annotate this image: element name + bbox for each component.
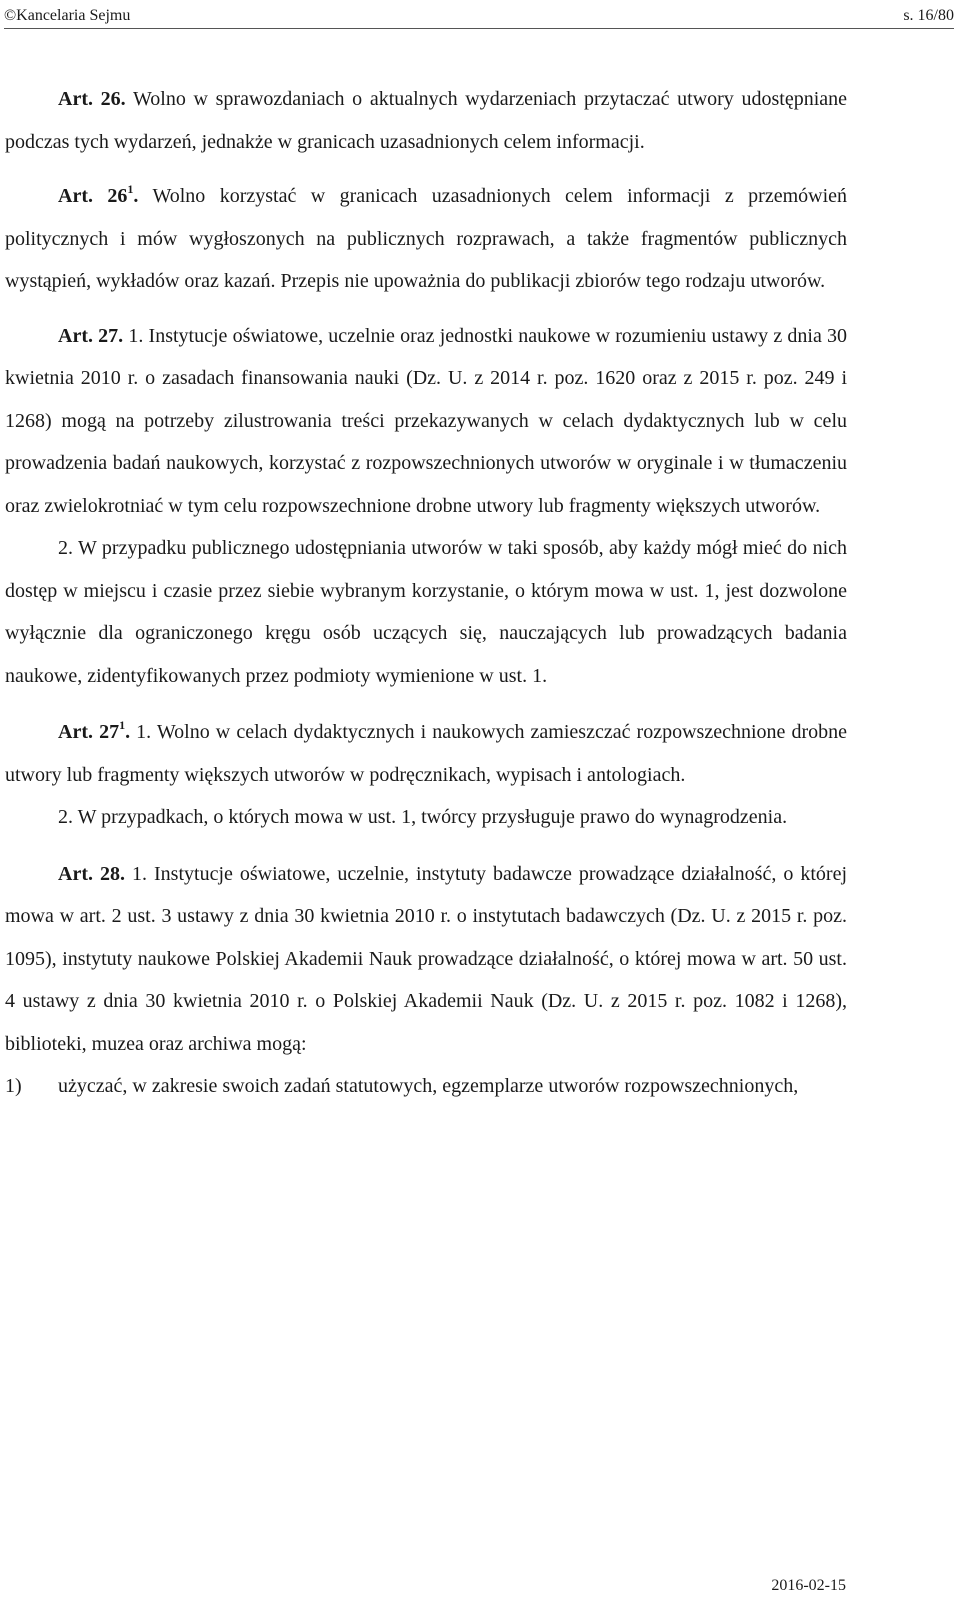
article-text: Wolno w sprawozdaniach o aktualnych wydarzeniach przytaczać utwory udostępniane podczas tych wydarzeń, jednakże w granicach uzasadnionych celem informacji. xyxy=(5,88,848,153)
article-27-ust-1 xyxy=(5,315,847,528)
article-label: Art. 28. xyxy=(58,862,125,885)
article-26 xyxy=(5,78,847,163)
copyright-label: ©Kancelaria Sejmu xyxy=(4,7,131,24)
page-header xyxy=(4,4,954,28)
article-text: 1. Instytucje oświatowe, uczelnie oraz jednostki naukowe w rozumieniu ustawy z dnia 30 kwietnia 2010 r. o zasadach finansowania nauki (Dz. U. z 2014 r. poz. 1620 oraz z 2015 r. poz. 249 i 1268) mogą na potrzeby zilustrowania treści przekazywanych w celach dydaktycznych lub w celu prowadzenia badań naukowych, korzystać z rozpowszechnionych utworów w oryginale i w tłumaczeniu oraz zwielokrotniać w tym celu rozpowszechnione drobne utwory lub fragmenty większych utworów. xyxy=(5,324,848,517)
article-label: Art. $26^1$. xyxy=(58,182,139,207)
article-label: Art. $27^1$. xyxy=(58,718,131,743)
list-item-number: 1) xyxy=(5,1075,22,1097)
header-divider xyxy=(4,28,954,29)
article-label: Art. 26. xyxy=(58,88,126,110)
article-text: 2. W przypadku publicznego udostępniania utworów w taki sposób, aby każdy mógł mieć do nich dostęp w miejscu i czasie przez siebie wybranym korzystanie, o którym mowa w ust. 1, jest dozwolone wyłącznie dla ograniczonego kręgu osób uczących się, nauczających lub prowadzących badania naukowe, zidentyfikowanych przez podmioty wymienione w ust. 1. xyxy=(5,537,847,687)
article-27-1-ust-1 xyxy=(5,711,847,796)
document-body xyxy=(5,78,847,1108)
article-text: 1. Instytucje oświatowe, uczelnie, instytuty badawcze prowadzące działalność, o której mowa w art. 2 ust. 3 ustawy z dnia 30 kwietnia 2010 r. o instytutach badawczych (Dz. U. z 2015 r. poz. 1095), instytuty naukowe Polskiej Akademii Nauk prowadzące działalność, o której mowa w art. 50 ust. 4 ustawy z dnia 30 kwietnia 2010 r. o Polskiej Akademii Nauk (Dz. U. z 2015 r. poz. 1082 i 1268), biblioteki, muzea oraz archiwa mogą: xyxy=(5,862,848,1055)
article-26-1 xyxy=(5,175,847,303)
footer-date: 2016-02-15 xyxy=(771,1577,846,1594)
article-label: Art. 27. xyxy=(58,324,124,347)
list-item xyxy=(5,1065,847,1108)
article-27-1-ust-2 xyxy=(5,796,847,839)
list-item-text: użyczać, w zakresie swoich zadań statutowych, egzemplarze utworów rozpowszechnionych, xyxy=(58,1075,799,1097)
page-number: s. 16/80 xyxy=(903,7,954,24)
article-text: 2. W przypadkach, o których mowa w ust. 1, twórcy przysługuje prawo do wynagrodzenia. xyxy=(58,806,788,828)
article-text: 1. Wolno w celach dydaktycznych i naukowych zamieszczać rozpowszechnione drobne utwory lub fragmenty większych utworów w podręcznikach, wypisach i antologiach. xyxy=(5,721,848,786)
article-text: Wolno korzystać w granicach uzasadnionych celem informacji z przemówień politycznych i mów wygłoszonych na publicznych rozprawach, a także fragmentów publicznych wystąpień, wykładów oraz kazań. Przepis nie upoważnia do publikacji zbiorów tego rodzaju utworów. xyxy=(5,185,848,292)
article-27-ust-2 xyxy=(5,527,847,697)
article-28-ust-1 xyxy=(5,853,847,1066)
